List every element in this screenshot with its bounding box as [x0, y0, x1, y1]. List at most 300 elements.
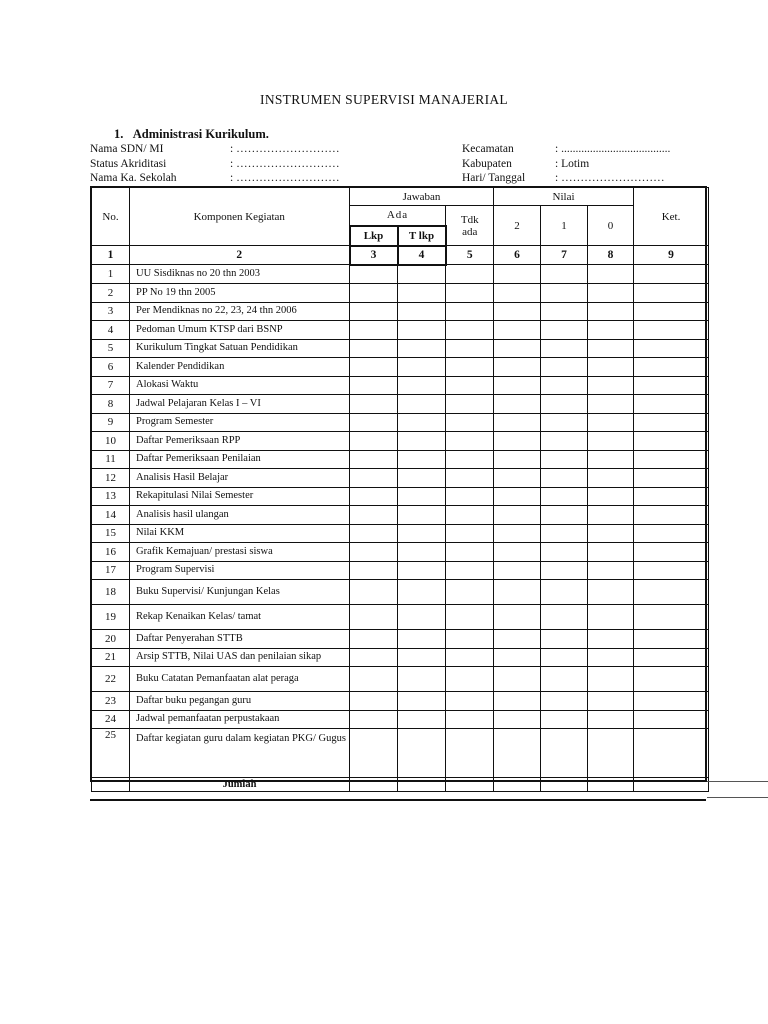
row-entry-cell[interactable] [634, 413, 709, 432]
row-number: 8 [92, 395, 130, 414]
row-entry-cell[interactable] [350, 630, 398, 649]
supervision-table [91, 187, 709, 792]
col-number-4: 4 [398, 246, 446, 265]
row-entry-cell[interactable] [350, 543, 398, 562]
row-entry-cell[interactable] [494, 450, 541, 469]
table-row [92, 469, 709, 488]
row-entry-cell[interactable] [588, 413, 634, 432]
table-row [92, 395, 709, 414]
row-entry-cell[interactable] [588, 630, 634, 649]
table-body [92, 265, 709, 778]
row-entry-cell[interactable] [634, 376, 709, 395]
row-entry-cell[interactable] [350, 692, 398, 711]
row-entry-cell[interactable] [494, 487, 541, 506]
row-entry-cell[interactable] [494, 729, 541, 778]
row-entry-cell[interactable] [541, 667, 588, 692]
row-entry-cell[interactable] [634, 524, 709, 543]
row-entry-cell[interactable] [541, 580, 588, 605]
row-number: 13 [92, 487, 130, 506]
row-entry-cell[interactable] [634, 561, 709, 580]
col-number-9: 9 [634, 246, 709, 265]
row-entry-cell[interactable] [494, 395, 541, 414]
row-entry-cell[interactable] [494, 321, 541, 340]
row-entry-cell[interactable] [541, 413, 588, 432]
row-entry-cell[interactable] [634, 580, 709, 605]
row-entry-cell[interactable] [494, 469, 541, 488]
row-entry-cell[interactable] [634, 605, 709, 630]
row-entry-cell[interactable] [446, 284, 494, 303]
col-number-7: 7 [541, 246, 588, 265]
header-nilai-0: 0 [588, 206, 634, 246]
header-nilai-2: 2 [494, 206, 541, 246]
row-entry-cell[interactable] [541, 469, 588, 488]
jumlah-cell [446, 778, 494, 792]
row-number: 12 [92, 469, 130, 488]
row-entry-cell[interactable] [398, 265, 446, 284]
row-entry-cell[interactable] [588, 487, 634, 506]
row-komponen: Buku Catatan Pemanfaatan alat peraga [130, 667, 350, 692]
row-number: 2 [92, 284, 130, 303]
row-number: 25 [92, 729, 130, 778]
row-entry-cell[interactable] [494, 561, 541, 580]
row-entry-cell[interactable] [446, 469, 494, 488]
table-row [92, 648, 709, 667]
row-number: 4 [92, 321, 130, 340]
value-kecamatan: : ...................................... [555, 143, 671, 155]
row-entry-cell[interactable] [494, 580, 541, 605]
row-komponen: Daftar buku pegangan guru [130, 692, 350, 711]
row-entry-cell[interactable] [541, 543, 588, 562]
row-entry-cell[interactable] [588, 729, 634, 778]
header-nilai-1: 1 [541, 206, 588, 246]
row-entry-cell[interactable] [588, 667, 634, 692]
margin-rule [707, 797, 768, 798]
row-entry-cell[interactable] [350, 506, 398, 525]
row-entry-cell[interactable] [398, 580, 446, 605]
row-komponen: Program Supervisi [130, 561, 350, 580]
row-komponen: Daftar kegiatan guru dalam kegiatan PKG/ Gugus [130, 729, 350, 778]
jumlah-cell [588, 778, 634, 792]
row-entry-cell[interactable] [446, 506, 494, 525]
row-entry-cell[interactable] [350, 450, 398, 469]
row-number: 5 [92, 339, 130, 358]
row-number: 21 [92, 648, 130, 667]
row-entry-cell[interactable] [446, 605, 494, 630]
row-komponen: Daftar Pemeriksaan RPP [130, 432, 350, 451]
table-row [92, 302, 709, 321]
row-number: 1 [92, 265, 130, 284]
row-entry-cell[interactable] [398, 692, 446, 711]
header-no: No. [92, 188, 130, 246]
row-entry-cell[interactable] [398, 321, 446, 340]
row-entry-cell[interactable] [541, 729, 588, 778]
row-entry-cell[interactable] [588, 376, 634, 395]
table-row [92, 376, 709, 395]
row-entry-cell[interactable] [634, 321, 709, 340]
row-entry-cell[interactable] [494, 630, 541, 649]
row-entry-cell[interactable] [634, 339, 709, 358]
row-entry-cell[interactable] [588, 648, 634, 667]
header-lkp: Lkp [350, 226, 398, 246]
row-komponen: Buku Supervisi/ Kunjungan Kelas [130, 580, 350, 605]
row-entry-cell[interactable] [541, 395, 588, 414]
row-komponen: Alokasi Waktu [130, 376, 350, 395]
row-entry-cell[interactable] [446, 358, 494, 377]
table-row [92, 358, 709, 377]
header-nilai: Nilai [494, 188, 634, 206]
row-entry-cell[interactable] [398, 450, 446, 469]
row-entry-cell[interactable] [634, 487, 709, 506]
row-entry-cell[interactable] [398, 358, 446, 377]
row-entry-cell[interactable] [588, 506, 634, 525]
table-row [92, 692, 709, 711]
row-entry-cell[interactable] [541, 339, 588, 358]
margin-rule [707, 781, 768, 782]
table-row [92, 506, 709, 525]
table-row [92, 524, 709, 543]
row-entry-cell[interactable] [634, 450, 709, 469]
row-komponen: Pedoman Umum KTSP dari BSNP [130, 321, 350, 340]
row-komponen: Kalender Pendidikan [130, 358, 350, 377]
row-entry-cell[interactable] [398, 630, 446, 649]
row-entry-cell[interactable] [541, 358, 588, 377]
row-entry-cell[interactable] [541, 630, 588, 649]
table-row [92, 729, 709, 778]
table-row [92, 605, 709, 630]
row-number: 7 [92, 376, 130, 395]
row-entry-cell[interactable] [398, 667, 446, 692]
row-entry-cell[interactable] [446, 265, 494, 284]
row-entry-cell[interactable] [446, 339, 494, 358]
row-entry-cell[interactable] [350, 524, 398, 543]
row-entry-cell[interactable] [634, 469, 709, 488]
row-entry-cell[interactable] [350, 395, 398, 414]
row-entry-cell[interactable] [398, 729, 446, 778]
row-entry-cell[interactable] [350, 729, 398, 778]
row-entry-cell[interactable] [588, 321, 634, 340]
row-entry-cell[interactable] [446, 376, 494, 395]
row-entry-cell[interactable] [398, 395, 446, 414]
jumlah-no-cell [92, 778, 130, 792]
row-number: 14 [92, 506, 130, 525]
row-entry-cell[interactable] [446, 648, 494, 667]
row-entry-cell[interactable] [446, 302, 494, 321]
row-entry-cell[interactable] [588, 692, 634, 711]
row-entry-cell[interactable] [588, 395, 634, 414]
row-entry-cell[interactable] [541, 524, 588, 543]
row-entry-cell[interactable] [446, 667, 494, 692]
row-entry-cell[interactable] [446, 450, 494, 469]
row-entry-cell[interactable] [541, 506, 588, 525]
row-entry-cell[interactable] [588, 358, 634, 377]
row-entry-cell[interactable] [398, 561, 446, 580]
row-entry-cell[interactable] [634, 630, 709, 649]
header-tdk-line2: ada [462, 225, 478, 238]
row-entry-cell[interactable] [588, 543, 634, 562]
info-right-values [555, 142, 670, 186]
row-entry-cell[interactable] [350, 413, 398, 432]
row-komponen: Program Semester [130, 413, 350, 432]
row-entry-cell[interactable] [350, 321, 398, 340]
row-entry-cell[interactable] [398, 506, 446, 525]
row-entry-cell[interactable] [398, 543, 446, 562]
row-entry-cell[interactable] [634, 543, 709, 562]
jumlah-cell [350, 778, 398, 792]
row-komponen: Daftar Pemeriksaan Penilaian [130, 450, 350, 469]
row-entry-cell[interactable] [446, 395, 494, 414]
row-entry-cell[interactable] [494, 692, 541, 711]
row-komponen: Jadwal pemanfaatan perpustakaan [130, 710, 350, 729]
row-entry-cell[interactable] [541, 710, 588, 729]
row-komponen: Jadwal Pelajaran Kelas I – VI [130, 395, 350, 414]
row-entry-cell[interactable] [350, 284, 398, 303]
row-entry-cell[interactable] [634, 284, 709, 303]
row-number: 6 [92, 358, 130, 377]
row-number: 18 [92, 580, 130, 605]
header-tdk-ada [446, 206, 494, 246]
jumlah-label: Jumlah [130, 778, 350, 792]
label-kabupaten: Kabupaten [462, 157, 512, 170]
row-entry-cell[interactable] [588, 561, 634, 580]
header-ada: Ada [350, 206, 446, 226]
row-entry-cell[interactable] [541, 321, 588, 340]
row-entry-cell[interactable] [398, 487, 446, 506]
row-entry-cell[interactable] [350, 710, 398, 729]
row-number: 19 [92, 605, 130, 630]
row-entry-cell[interactable] [398, 710, 446, 729]
table-row [92, 450, 709, 469]
col-number-3: 3 [350, 246, 398, 265]
row-komponen: UU Sisdiknas no 20 thn 2003 [130, 265, 350, 284]
row-entry-cell[interactable] [398, 339, 446, 358]
row-number: 9 [92, 413, 130, 432]
table-row [92, 561, 709, 580]
table-row [92, 667, 709, 692]
row-entry-cell[interactable] [494, 358, 541, 377]
value-status-akriditasi: : ……………………… [230, 157, 340, 170]
row-entry-cell[interactable] [350, 265, 398, 284]
table-row [92, 432, 709, 451]
row-komponen: Arsip STTB, Nilai UAS dan penilaian sikap [130, 648, 350, 667]
header-ket: Ket. [634, 188, 709, 246]
header-komponen-kegiatan: Komponen Kegiatan [130, 188, 350, 246]
row-entry-cell[interactable] [494, 710, 541, 729]
row-entry-cell[interactable] [350, 339, 398, 358]
row-entry-cell[interactable] [398, 648, 446, 667]
row-entry-cell[interactable] [541, 648, 588, 667]
row-entry-cell[interactable] [634, 692, 709, 711]
table-row [92, 580, 709, 605]
row-entry-cell[interactable] [541, 432, 588, 451]
row-entry-cell[interactable] [634, 358, 709, 377]
header-jawaban: Jawaban [350, 188, 494, 206]
jumlah-cell [398, 778, 446, 792]
row-entry-cell[interactable] [634, 265, 709, 284]
row-number: 22 [92, 667, 130, 692]
row-komponen: Rekap Kenaikan Kelas/ tamat [130, 605, 350, 630]
label-status-akriditasi: Status Akriditasi [90, 157, 167, 170]
col-number-8: 8 [588, 246, 634, 265]
row-entry-cell[interactable] [446, 524, 494, 543]
row-entry-cell[interactable] [350, 648, 398, 667]
row-komponen: Rekapitulasi Nilai Semester [130, 487, 350, 506]
row-entry-cell[interactable] [634, 667, 709, 692]
row-number: 20 [92, 630, 130, 649]
row-entry-cell[interactable] [588, 605, 634, 630]
row-entry-cell[interactable] [541, 450, 588, 469]
info-right-labels [462, 142, 525, 186]
row-entry-cell[interactable] [446, 630, 494, 649]
row-entry-cell[interactable] [350, 605, 398, 630]
row-entry-cell[interactable] [541, 561, 588, 580]
jumlah-cell [541, 778, 588, 792]
jumlah-cell [634, 778, 709, 792]
row-entry-cell[interactable] [541, 284, 588, 303]
row-entry-cell[interactable] [446, 561, 494, 580]
row-entry-cell[interactable] [446, 413, 494, 432]
row-entry-cell[interactable] [588, 469, 634, 488]
row-entry-cell[interactable] [588, 580, 634, 605]
row-entry-cell[interactable] [634, 395, 709, 414]
row-number: 16 [92, 543, 130, 562]
col-number-2: 2 [130, 246, 350, 265]
row-entry-cell[interactable] [494, 543, 541, 562]
row-entry-cell[interactable] [446, 543, 494, 562]
table-row [92, 487, 709, 506]
row-entry-cell[interactable] [588, 339, 634, 358]
row-entry-cell[interactable] [350, 667, 398, 692]
row-entry-cell[interactable] [398, 376, 446, 395]
row-entry-cell[interactable] [350, 561, 398, 580]
row-komponen: Analisis Hasil Belajar [130, 469, 350, 488]
info-left-values [230, 142, 340, 186]
row-entry-cell[interactable] [634, 648, 709, 667]
label-hari-tanggal: Hari/ Tanggal [462, 172, 526, 184]
row-komponen: Kurikulum Tingkat Satuan Pendidikan [130, 339, 350, 358]
col-number-1: 1 [92, 246, 130, 265]
label-nama-kepala-sekolah: Nama Ka. Sekolah [90, 172, 177, 184]
value-nama-kepala-sekolah: : ……………………… [230, 172, 340, 184]
row-komponen: Grafik Kemajuan/ prestasi siswa [130, 543, 350, 562]
row-entry-cell[interactable] [588, 524, 634, 543]
row-komponen: Nilai KKM [130, 524, 350, 543]
row-entry-cell[interactable] [446, 432, 494, 451]
row-entry-cell[interactable] [398, 284, 446, 303]
row-entry-cell[interactable] [494, 648, 541, 667]
row-entry-cell[interactable] [398, 432, 446, 451]
row-entry-cell[interactable] [541, 605, 588, 630]
row-entry-cell[interactable] [446, 729, 494, 778]
row-entry-cell[interactable] [494, 605, 541, 630]
row-entry-cell[interactable] [541, 692, 588, 711]
row-number: 10 [92, 432, 130, 451]
row-komponen: Per Mendiknas no 22, 23, 24 thn 2006 [130, 302, 350, 321]
row-entry-cell[interactable] [398, 605, 446, 630]
jumlah-cell [494, 778, 541, 792]
row-entry-cell[interactable] [350, 302, 398, 321]
row-entry-cell[interactable] [398, 302, 446, 321]
row-entry-cell[interactable] [446, 580, 494, 605]
row-entry-cell[interactable] [588, 432, 634, 451]
row-entry-cell[interactable] [494, 302, 541, 321]
row-entry-cell[interactable] [634, 302, 709, 321]
table-row [92, 543, 709, 562]
row-number: 11 [92, 450, 130, 469]
row-entry-cell[interactable] [588, 710, 634, 729]
row-entry-cell[interactable] [494, 284, 541, 303]
page-title: INSTRUMEN SUPERVISI MANAJERIAL [260, 92, 508, 107]
row-entry-cell[interactable] [494, 265, 541, 284]
row-entry-cell[interactable] [446, 487, 494, 506]
row-entry-cell[interactable] [634, 506, 709, 525]
row-number: 17 [92, 561, 130, 580]
row-entry-cell[interactable] [541, 487, 588, 506]
table-row [92, 284, 709, 303]
row-entry-cell[interactable] [350, 376, 398, 395]
value-nama-sdn: : ……………………… [230, 143, 340, 155]
row-number: 24 [92, 710, 130, 729]
row-entry-cell[interactable] [588, 265, 634, 284]
row-komponen: PP No 19 thn 2005 [130, 284, 350, 303]
row-komponen: Analisis hasil ulangan [130, 506, 350, 525]
row-entry-cell[interactable] [350, 580, 398, 605]
row-entry-cell[interactable] [494, 339, 541, 358]
row-entry-cell[interactable] [588, 450, 634, 469]
row-entry-cell[interactable] [398, 524, 446, 543]
row-entry-cell[interactable] [494, 506, 541, 525]
row-number: 15 [92, 524, 130, 543]
table-row [92, 630, 709, 649]
row-number: 3 [92, 302, 130, 321]
row-entry-cell[interactable] [634, 710, 709, 729]
row-entry-cell[interactable] [541, 302, 588, 321]
row-entry-cell[interactable] [494, 667, 541, 692]
row-number: 23 [92, 692, 130, 711]
row-entry-cell[interactable] [350, 432, 398, 451]
row-entry-cell[interactable] [398, 469, 446, 488]
section-heading: 1. Administrasi Kurikulum. [114, 127, 269, 141]
row-entry-cell[interactable] [398, 413, 446, 432]
row-entry-cell[interactable] [634, 729, 709, 778]
row-entry-cell[interactable] [541, 376, 588, 395]
row-entry-cell[interactable] [541, 265, 588, 284]
table-row [92, 413, 709, 432]
header-tdk-line1: Tdk [460, 213, 479, 226]
value-kabupaten: : Lotim [555, 157, 590, 170]
row-entry-cell[interactable] [494, 413, 541, 432]
label-nama-sdn: Nama SDN/ MI [90, 143, 164, 155]
table-row [92, 339, 709, 358]
info-left-labels [90, 142, 177, 186]
row-entry-cell[interactable] [588, 284, 634, 303]
row-entry-cell[interactable] [588, 302, 634, 321]
row-entry-cell[interactable] [494, 376, 541, 395]
row-entry-cell[interactable] [494, 432, 541, 451]
row-entry-cell[interactable] [494, 524, 541, 543]
row-entry-cell[interactable] [350, 358, 398, 377]
row-entry-cell[interactable] [446, 321, 494, 340]
row-entry-cell[interactable] [446, 710, 494, 729]
row-entry-cell[interactable] [446, 692, 494, 711]
row-entry-cell[interactable] [350, 487, 398, 506]
value-hari-tanggal: : ……………………… [555, 172, 665, 184]
table-row [92, 265, 709, 284]
table-row [92, 321, 709, 340]
header-tlkp: T lkp [398, 226, 446, 246]
table-bottom-rule [90, 799, 706, 801]
row-entry-cell[interactable] [350, 469, 398, 488]
row-entry-cell[interactable] [634, 432, 709, 451]
